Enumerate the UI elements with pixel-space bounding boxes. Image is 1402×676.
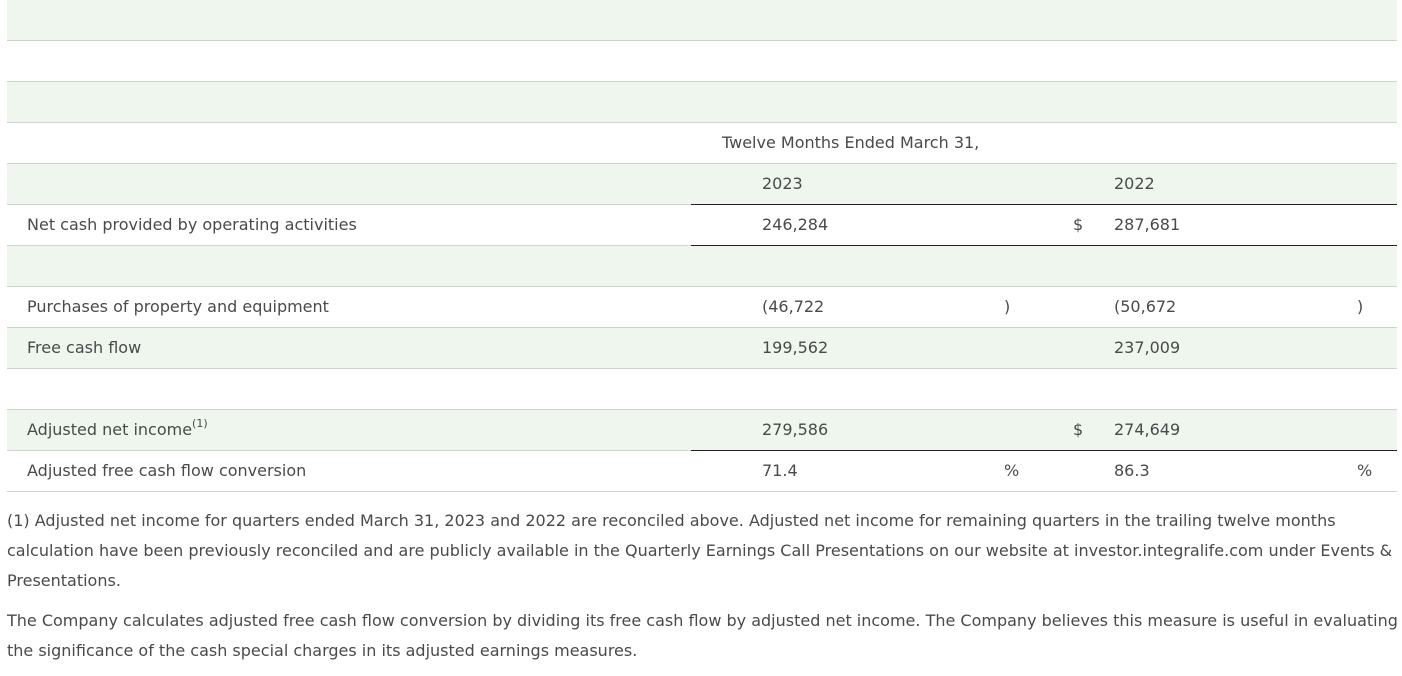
explanation-paragraph: The Company calculates adjusted free cash flow conversion by dividing its free cash flow by adjusted net income. The Company believes this measure is useful in evaluating the significance of the cash special charges in its adjusted earnings measures. <box>7 611 1398 660</box>
percent-2023: % <box>1004 461 1020 480</box>
empty-row <box>7 82 1397 123</box>
notes-section <box>7 506 1399 676</box>
footnote-text: (1) Adjusted net income for quarters ended March 31, 2023 and 2022 are reconciled above. Adjusted net income for remaining quarters in the trailing twelve months calculation have been previously reconciled and are publicly available in the Quarterly Earnings Call Presentations on our website at investor.integralife.com under Events & Presentations. <box>7 511 1393 590</box>
value-2023: 279,586 <box>762 420 829 439</box>
value-2022: 287,681 <box>1114 215 1181 234</box>
percent-2022: % <box>1357 461 1373 480</box>
table-row <box>7 451 1397 492</box>
row-label: Purchases of property and equipment <box>27 297 329 316</box>
close-paren-2023: ) <box>1004 297 1011 316</box>
dollar-sign-2022: $ <box>1073 420 1084 439</box>
period-header-row <box>7 123 1397 164</box>
row-label-text: Adjusted net income <box>27 420 193 439</box>
value-2023: (46,722 <box>762 297 825 316</box>
free-cash-flow-table <box>7 0 1397 492</box>
value-2023: 71.4 <box>762 461 798 480</box>
empty-row <box>7 0 1397 41</box>
dollar-sign-2022: $ <box>1073 215 1084 234</box>
empty-row <box>7 246 1397 287</box>
footnote-ref: (1) <box>192 417 208 430</box>
period-header: Twelve Months Ended March 31, <box>722 133 980 152</box>
value-2023: 199,562 <box>762 338 829 357</box>
value-2022: 274,649 <box>1114 420 1181 439</box>
row-label: Net cash provided by operating activities <box>27 215 357 234</box>
value-2022: 237,009 <box>1114 338 1181 357</box>
table-row <box>7 287 1397 328</box>
table-row <box>7 328 1397 369</box>
value-2022: (50,672 <box>1114 297 1177 316</box>
row-label: Adjusted free cash flow conversion <box>27 461 307 480</box>
year-2022-header: 2022 <box>1114 174 1155 193</box>
value-2023: 246,284 <box>762 215 829 234</box>
row-label <box>27 410 208 450</box>
year-header-row <box>7 164 1397 205</box>
close-paren-2022: ) <box>1357 297 1364 316</box>
table-row <box>7 410 1397 451</box>
empty-row <box>7 369 1397 410</box>
empty-row <box>7 41 1397 82</box>
year-2023-header: 2023 <box>762 174 803 193</box>
value-2022: 86.3 <box>1114 461 1150 480</box>
row-label: Free cash flow <box>27 338 142 357</box>
table-row <box>7 205 1397 246</box>
